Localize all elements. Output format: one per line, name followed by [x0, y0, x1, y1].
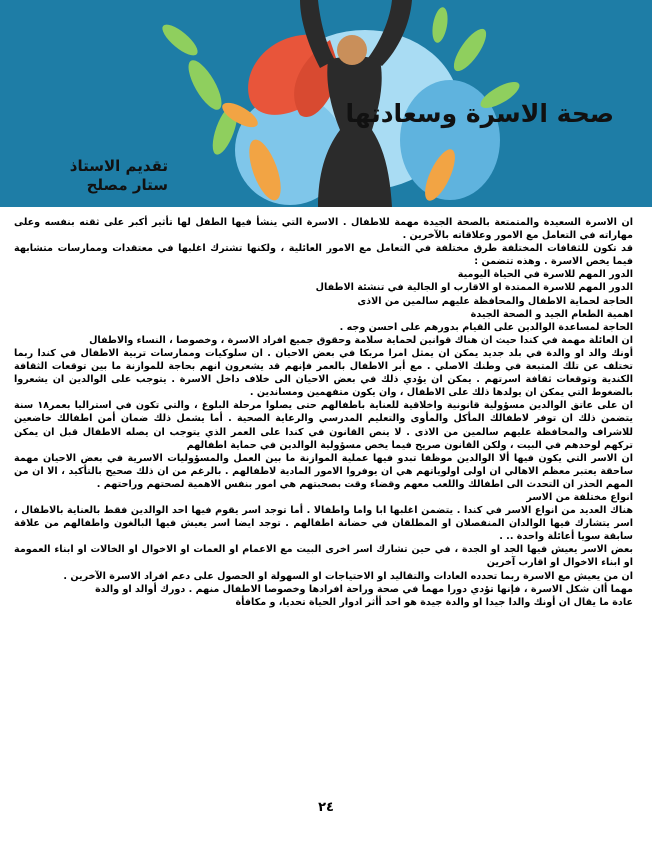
list-item: الحاجة لمساعدة الوالدين على القيام بدورهم على احسن وجه .: [339, 321, 633, 333]
list-item: الدور المهم للاسرة الممتدة او الاقارب او الجالية في تنشئة الاطفال: [315, 282, 633, 294]
paragraph: ان من يعيش مع الاسرة ربما تحدده العادات والتقاليد او الاحتياجات او السهولة او الحصول على دعم افراد الاسرة الآخرين .: [63, 570, 633, 582]
paragraph: مهما أان شكل الاسرة ، فإنها تؤدي دورا مهما في صحة وراحة افرادها وخصوصا الاطفال منهم . دورك أوالد او والدة: [95, 583, 633, 595]
paragraph: ان على عاتق الوالدين مسؤولية قانونية واخلاقية للعناية باطفالهم حتى يصلوا مرحلة البلوغ ، والتي تكون في استراليا بعمر١٨ سنة يتضمن ذلك ان توفر لاطفالك المأكل والمأوى والتعليم المدرسي والرعاية الصحية . أما يشمل ذلك ضمان أمن اطفالك خاضعين للاشراف والمحافظة عليهم سالمين من الاذى . لا ينص القانون في كندا على العمر الذي يتوجب ان يصله الاطفال قبل ان يمكن تركهم لوحدهم في البيت ، ولكن القانون صريح فيما يخص مسؤولية الوالدين في حماية اطفالهم: [14, 400, 633, 451]
page-number: ٢٤: [318, 800, 334, 815]
page-title: صحة الاسرة وسعادتها: [345, 99, 614, 128]
presenter-name: ستار مصلح: [86, 176, 168, 194]
paragraph: ان الاسر التي يكون فيها ألا الوالدين موظفا تبدو فيها عملية الموازنة ما بين العمل والمسؤوليات الاسرية في بعض الاحيان مهمة ساحقة يعتبر معظم الاهالي ان اولى اولوياتهم هي ان يوفروا الامور المادية لاطفالهم . بالرغم من ان ذلك صحيح بالتأكيد ، الا ان من المهم الحذر ان التحدث الى اطفالك واللعب معهم وقضاء وقت بصحبتهم هي امور بنفس الاهمية لصحتهم وراحتهم .: [14, 452, 633, 490]
face-shape: [337, 35, 367, 65]
list-item: الدور المهم للاسرة في الحياة اليومية: [457, 269, 633, 281]
section-heading: انواع مختلفة من الاسر: [526, 491, 633, 503]
list-item: الحاجة لحماية الاطفال والمحافظة عليهم سالمين من الاذى: [357, 295, 633, 307]
paragraph: أونك والد او والدة في بلد جديد يمكن ان يمثل امرا مربكا في بعض الاحيان . ان سلوكيات وممارسات تربية الاطفال في كندا ربما تختلف عن تلك المتبعة في وطنك الاصلي . مع أبر الاطفال بالعمر فإنهم قد يشعرون انهم بحاجة للموازنة ما بين توقعات الثقافة الكندية وتوقعات ثقافة اسرتهم . يمكن ان يؤدي ذلك في بعض الاحيان الى خلاف داخل الاسرة . يتوجب على الوالدين ان يشعروا بالضغوط التي يمكن ان يولدها ذلك على الاطفال ، وان يكون متفهمين ومساندين .: [14, 347, 633, 399]
list-item: اهمية الطعام الجيد و الصحة الجيدة: [470, 308, 633, 320]
article-body: [14, 216, 633, 609]
header-banner: [0, 0, 652, 207]
presenter-label: تقديم الاستاذ: [69, 157, 168, 175]
presenter-credit: [58, 157, 168, 195]
paragraph: قد تكون للثقافات المختلفة طرق مختلفة في التعامل مع الامور العائلية ، ولكنها تشترك اغلبها في معتقدات وممارسات متشابهة فيما يخص الاسرة . وهذه تتضمن :: [14, 243, 633, 268]
paragraph: هناك العديد من انواع الاسر في كندا . يتضمن اغلبها ابا واما واطفالا . أما توجد اسر يقوم فيها احد الوالدين فقط بالعناية بالاطفال ، اسر يتشارك فيها الوالدان المنفصلان او المطلقان في حضانة اطفالهم . توجد ايضا اسر يعيش فيها البالغون واطفالهم من علاقة سابقة سويا أعائلة واحدة .. .: [14, 505, 633, 543]
paragraph: ان العائلة مهمة في كندا حيث ان هناك قوانين لحماية سلامة وحقوق جميع افراد الاسرة ، وخصوصا ، النساء والاطفال: [89, 334, 633, 346]
paragraph: ان الاسرة السعيدة والمتمتعة بالصحة الجيدة مهمة للاطفال . الاسرة التي ينشأ فيها الطفل لها تأثير أكبر على ثقته بنفسه وعلى مهاراته في التعامل مع الامور وعلاقاته بالآخرين .: [14, 217, 633, 242]
paragraph: عادة ما يقال ان أونك والدا جيدا او والدة جيدة هو احد أأثر ادوار الحياة تحديا، و مكافأة: [235, 596, 633, 608]
paragraph: بعض الاسر يعيش فيها الجد او الجدة ، في حين تشارك اسر اخرى البيت مع الاعمام او العمات او الاخوال او الخالات او ابناء العمومة او ابناء الاخوال او اقارب آخرين: [14, 544, 633, 569]
